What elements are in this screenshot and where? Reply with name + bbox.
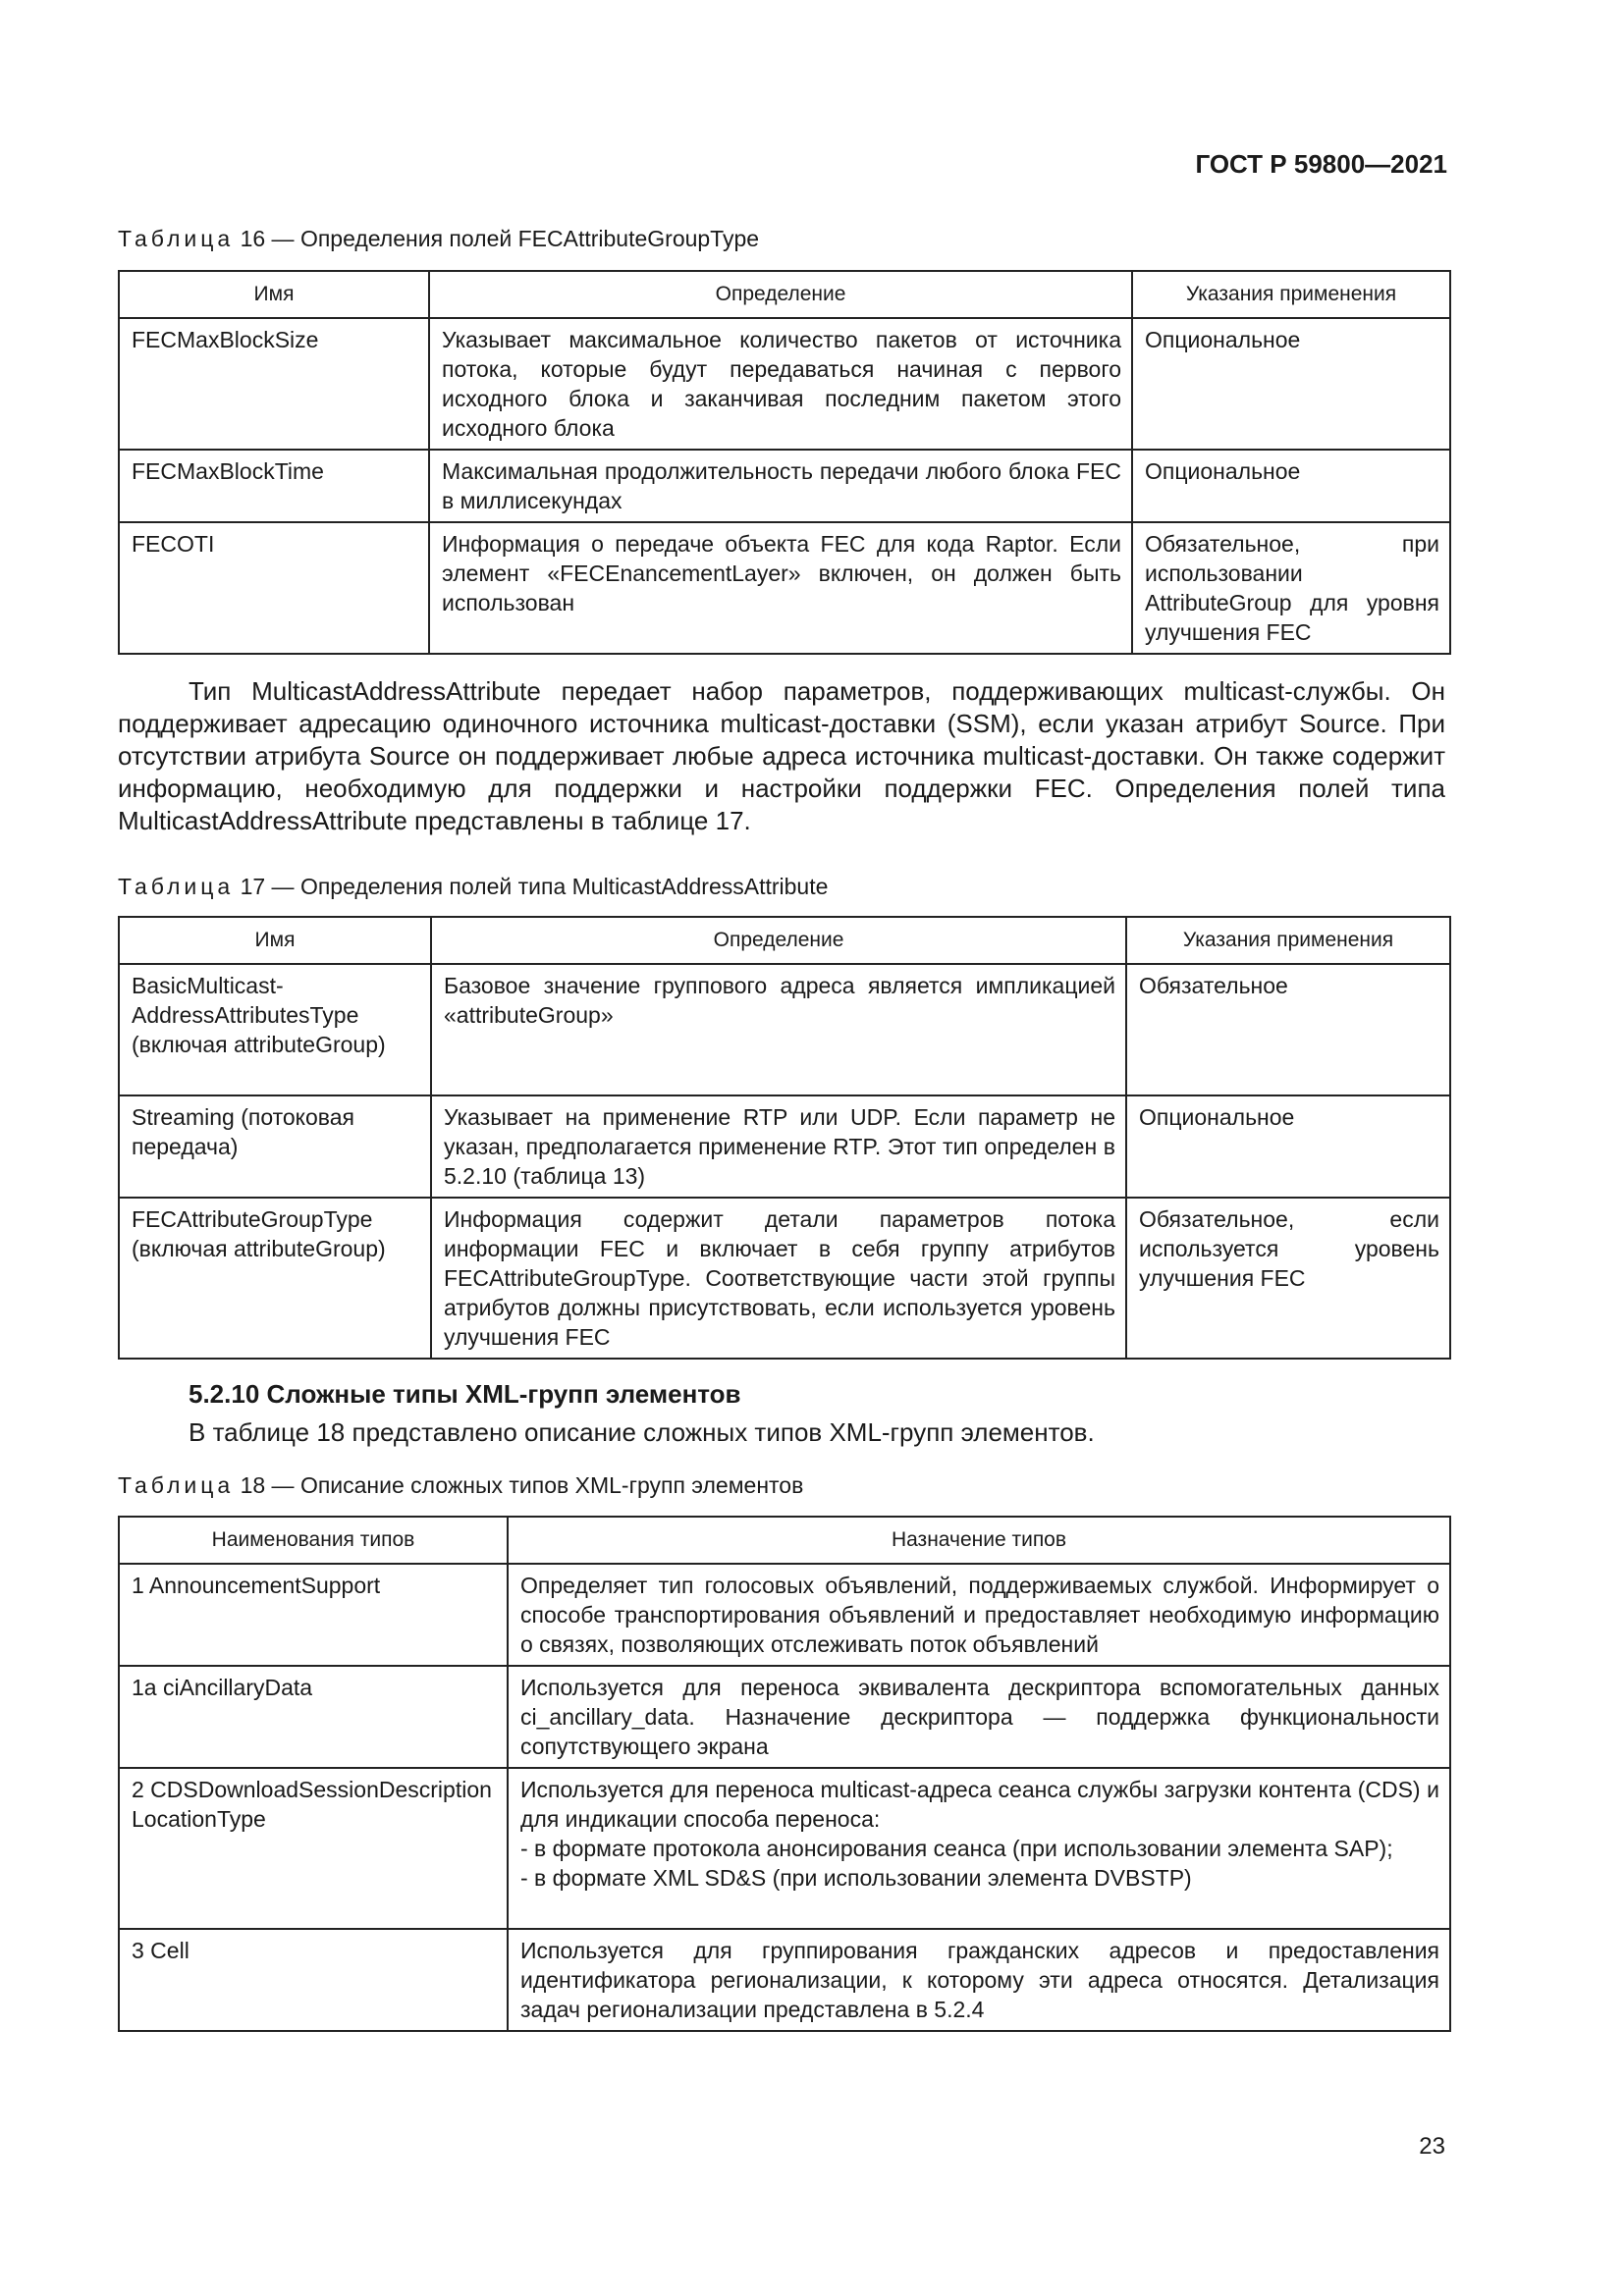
table-row xyxy=(119,522,1450,654)
table-header-row xyxy=(119,917,1450,964)
table-header-cell: Определение xyxy=(429,271,1132,318)
table-cell: Обязательное, если используется уровень улучшения FEC xyxy=(1126,1198,1450,1359)
table17-caption-label: Таблица xyxy=(118,874,235,899)
table18-caption-label: Таблица xyxy=(118,1472,235,1498)
table-header-row xyxy=(119,1517,1450,1564)
body-paragraph: Тип MulticastAddressAttribute передает набор параметров, поддерживающих multicast-службы. Он поддерживает адресацию одиночного источника multicast-доставки (SSM), если указан атрибут Source. При отсутствии атрибута Source он поддерживает любые адреса источника multicast-доставки. Он также содержит информацию, необходимую для поддержки и настройки поддержки FEC. Определения полей типа MulticastAddressAttribute представлены в таблице 17. xyxy=(118,676,1445,835)
table-cell: FECMaxBlockTime xyxy=(119,450,429,522)
table-header-cell: Имя xyxy=(119,271,429,318)
table-header-cell: Определение xyxy=(431,917,1126,964)
table-cell: Используется для группирования гражданских адресов и предоставления идентификатора регионализации, к которому эти адреса относятся. Детализация задач регионализации представлена в 5.2.4 xyxy=(508,1929,1450,2031)
table-header-cell: Указания применения xyxy=(1132,271,1450,318)
table-cell: FECOTI xyxy=(119,522,429,654)
table-cell: Обязательное, при использовании AttributeGroup для уровня улучшения FEC xyxy=(1132,522,1450,654)
table-header-row xyxy=(119,271,1450,318)
standard-designation: ГОСТ Р 59800—2021 xyxy=(1195,149,1447,179)
table-cell: Опциональное xyxy=(1132,450,1450,522)
table-row xyxy=(119,1198,1450,1359)
table16-caption-text: 16 — Определения полей FECAttributeGroupType xyxy=(240,226,760,251)
table-cell: Информация о передаче объекта FEC для кода Raptor. Если элемент «FECEnancementLayer» включен, он должен быть использован xyxy=(429,522,1132,654)
table17 xyxy=(118,916,1451,1360)
table-header-cell: Наименования типов xyxy=(119,1517,508,1564)
table-cell: Обязательное xyxy=(1126,964,1450,1095)
table16 xyxy=(118,270,1451,655)
section-heading: 5.2.10 Сложные типы XML-групп элементов xyxy=(189,1379,741,1409)
table-row xyxy=(119,450,1450,522)
table16-caption xyxy=(118,226,759,252)
table-cell: BasicMulticast-AddressAttributesType (включая attributeGroup) xyxy=(119,964,431,1095)
table-cell: 1 AnnouncementSupport xyxy=(119,1564,508,1666)
table-row xyxy=(119,1929,1450,2031)
table-row xyxy=(119,1095,1450,1198)
table-header-cell: Назначение типов xyxy=(508,1517,1450,1564)
table-cell: Опциональное xyxy=(1132,318,1450,450)
table-cell: 1a ciAncillaryData xyxy=(119,1666,508,1768)
table-cell: Streaming (потоковая передача) xyxy=(119,1095,431,1198)
table-cell: FECMaxBlockSize xyxy=(119,318,429,450)
table-cell: Используется для переноса multicast-адреса сеанса службы загрузки контента (CDS) и для индикации способа переноса: - в формате протокола анонсирования сеанса (при использовании элемента SAP); - в формате XML SD&S (при использовании элемента DVBSTP) xyxy=(508,1768,1450,1929)
table-cell: Используется для переноса эквивалента дескриптора вспомогательных данных ci_ancillary_data. Назначение дескриптора — поддержка функциональности сопутствующего экрана xyxy=(508,1666,1450,1768)
table17-caption xyxy=(118,874,828,900)
table-row xyxy=(119,318,1450,450)
table-header-cell: Имя xyxy=(119,917,431,964)
table-cell: Базовое значение группового адреса является импликацией «attributeGroup» xyxy=(431,964,1126,1095)
section-intro: В таблице 18 представлено описание сложных типов XML-групп элементов. xyxy=(189,1417,1095,1447)
table-row xyxy=(119,1666,1450,1768)
table-cell: Определяет тип голосовых объявлений, поддерживаемых службой. Информирует о способе транспортирования объявлений и предоставляет необходимую информацию о связях, позволяющих отслеживать поток объявлений xyxy=(508,1564,1450,1666)
table-cell: Максимальная продолжительность передачи любого блока FEC в миллисекундах xyxy=(429,450,1132,522)
table18-caption-text: 18 — Описание сложных типов XML-групп элементов xyxy=(240,1472,804,1498)
table-header-cell: Указания применения xyxy=(1126,917,1450,964)
table18 xyxy=(118,1516,1451,2032)
table-cell: 2 CDSDownloadSessionDescriptionLocationType xyxy=(119,1768,508,1929)
table-cell: 3 Cell xyxy=(119,1929,508,2031)
table-cell: Опциональное xyxy=(1126,1095,1450,1198)
table-row xyxy=(119,1564,1450,1666)
table-cell: Указывает максимальное количество пакетов от источника потока, которые будут передаваться начиная с первого исходного блока и заканчивая последним пакетом этого исходного блока xyxy=(429,318,1132,450)
table-row xyxy=(119,964,1450,1095)
table16-caption-label: Таблица xyxy=(118,226,235,251)
table17-caption-text: 17 — Определения полей типа MulticastAddressAttribute xyxy=(240,874,829,899)
page-number: 23 xyxy=(1419,2133,1445,2160)
table-cell: Указывает на применение RTP или UDP. Если параметр не указан, предполагается применение RTP. Этот тип определен в 5.2.10 (таблица 13) xyxy=(431,1095,1126,1198)
table-cell: Информация содержит детали параметров потока информации FEC и включает в себя группу атрибутов FECAttributeGroupType. Соответствующие части этой группы атрибутов должны присутствовать, если используется уровень улучшения FEC xyxy=(431,1198,1126,1359)
table18-caption xyxy=(118,1472,803,1499)
table-row xyxy=(119,1768,1450,1929)
table-cell: FECAttributeGroupType (включая attributeGroup) xyxy=(119,1198,431,1359)
